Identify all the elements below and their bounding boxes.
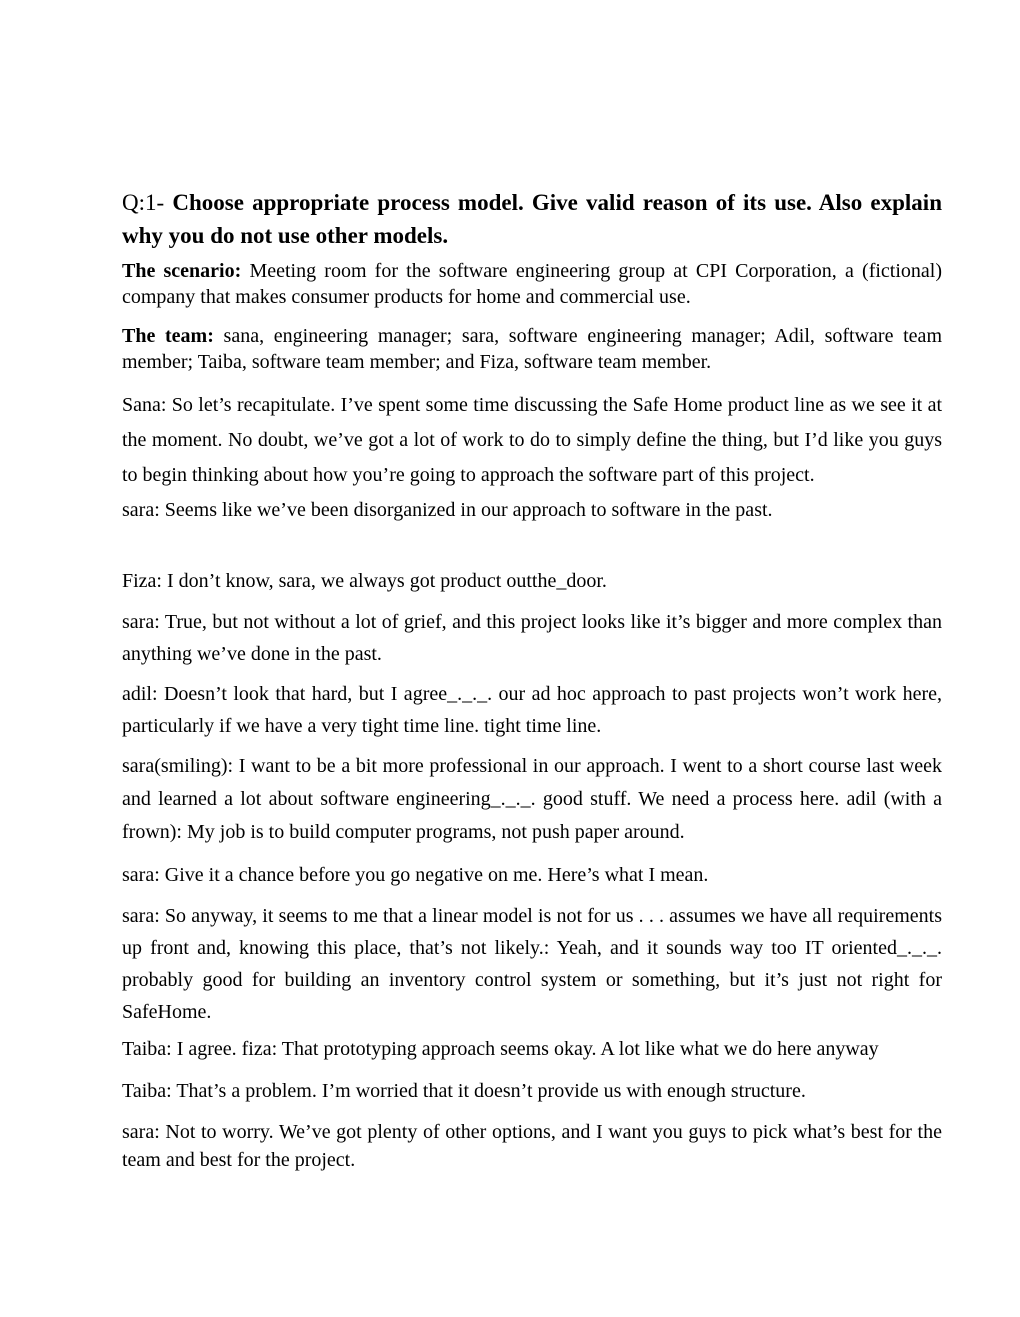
dialogue-line-taiba-2: Taiba: That’s a problem. I’m worried that it doesn’t provide us with enough structure. bbox=[122, 1080, 806, 1102]
dialogue-line-adil: adil: Doesn’t look that hard, but I agree_._._. our ad hoc approach to past projects won’t work here, particularly if we have a very tight time line. tight time line. bbox=[122, 683, 942, 737]
paragraph-gap bbox=[122, 528, 942, 568]
question-text: Choose appropriate process model. Give valid reason of its use. Also explain why you do not use other models. bbox=[122, 190, 942, 248]
dialogue-line-taiba-1: Taiba: I agree. fiza: That prototyping approach seems okay. A lot like what we do here anyway bbox=[122, 1038, 879, 1060]
question-number: Q:1- bbox=[122, 190, 165, 215]
team-text: sana, engineering manager; sara, software engineering manager; Adil, software team member; Taiba, software team member; and Fiza, software team member. bbox=[122, 325, 942, 373]
scenario-paragraph bbox=[122, 258, 942, 310]
dialogue-line-sara-2: sara: True, but not without a lot of grief, and this project looks like it’s bigger and more complex than anything we’ve done in the past. bbox=[122, 611, 942, 665]
dialogue-line-sara-4: sara: Give it a chance before you go negative on me. Here’s what I mean. bbox=[122, 864, 709, 886]
scenario-text: Meeting room for the software engineering group at CPI Corporation, a (fictional) company that makes consumer products for home and commercial use. bbox=[122, 260, 943, 308]
dialogue-line-sara-1: sara: Seems like we’ve been disorganized in our approach to software in the past. bbox=[122, 499, 773, 521]
question-heading bbox=[122, 186, 942, 252]
team-paragraph bbox=[122, 323, 942, 375]
dialogue-line-fiza: Fiza: I don’t know, sara, we always got product outthe_door. bbox=[122, 570, 607, 592]
dialogue-line-sara-5: sara: So anyway, it seems to me that a linear model is not for us . . . assumes we have all requirements up front and, knowing this place, that’s not likely.: Yeah, and it sounds way too IT oriented_._._. probably good for building an inventory control system or something, but it’s just not right for SafeHome. bbox=[122, 905, 942, 1023]
dialogue-line-sana: Sana: So let’s recapitulate. I’ve spent some time discussing the Safe Home product line as we see it at the moment. No doubt, we’ve got a lot of work to do to simply define the thing, but I’d like you guys to begin thinking about how you’re going to approach the software part of this project. bbox=[122, 394, 942, 486]
document-page bbox=[122, 186, 942, 1187]
dialogue-line-sara-6: sara: Not to worry. We’ve got plenty of other options, and I want you guys to pick what’s best for the team and best for the project. bbox=[122, 1121, 942, 1171]
team-label: The team: bbox=[122, 325, 214, 347]
scenario-label: The scenario: bbox=[122, 260, 242, 282]
dialogue-line-sara-3: sara(smiling): I want to be a bit more professional in our approach. I went to a short course last week and learned a lot about software engineering_._._. good stuff. We need a process here. adil (with a frown): My job is to build computer programs, not push paper around. bbox=[122, 755, 942, 843]
